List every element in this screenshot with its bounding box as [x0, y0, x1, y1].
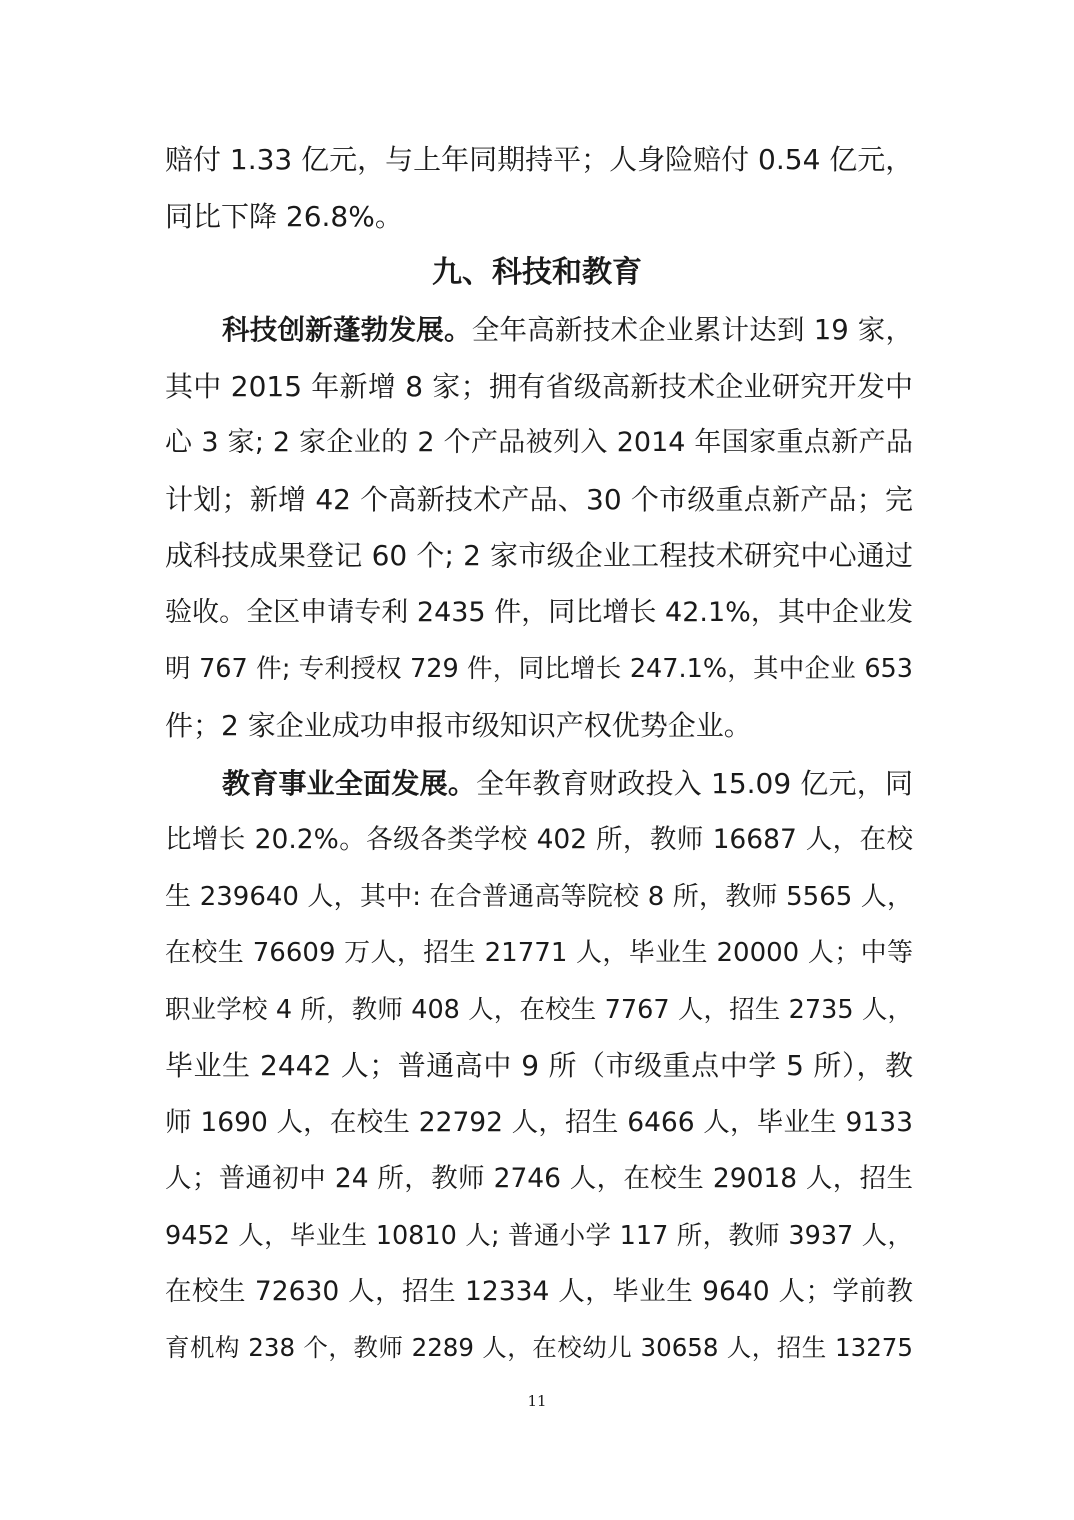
paragraph-line: 明 767 件; 专利授权 729 件，同比增长 247.1%，其中企业 653	[165, 654, 913, 684]
paragraph-line: 验收。全区申请专利 2435 件，同比增长 42.1%，其中企业发	[165, 597, 913, 628]
paragraph-line: 生 239640 人，其中: 在合普通高等院校 8 所，教师 5565 人，	[165, 882, 913, 912]
paragraph-line: 赔付 1.33 亿元，与上年同期持平；人身险赔付 0.54 亿元，	[165, 143, 914, 176]
paragraph-line: 在校生 72630 人，招生 12334 人，毕业生 9640 人；学前教	[165, 1276, 913, 1307]
paragraph-line: 人；普通初中 24 所，教师 2746 人，在校生 29018 人，招生	[165, 1163, 913, 1194]
paragraph-line: 在校生 76609 万人，招生 21771 人，毕业生 20000 人；中等	[165, 938, 913, 968]
paragraph-line: 件；2 家企业成功申报市级知识产权优势企业。	[165, 709, 752, 742]
paragraph-line: 其中 2015 年新增 8 家；拥有省级高新技术企业研究开发中	[165, 370, 913, 403]
paragraph-line: 心 3 家; 2 家企业的 2 个产品被列入 2014 年国家重点新产品	[165, 427, 913, 458]
paragraph-line: 比增长 20.2%。各级各类学校 402 所，教师 16687 人，在校	[165, 824, 913, 855]
paragraph-line: 同比下降 26.8%。	[165, 200, 403, 233]
paragraph-line: 成科技成果登记 60 个; 2 家市级企业工程技术研究中心通过	[165, 539, 913, 572]
paragraph-line: 职业学校 4 所，教师 408 人，在校生 7767 人，招生 2735 人，	[165, 995, 913, 1025]
paragraph-first-line	[222, 313, 913, 347]
paragraph-line: 9452 人，毕业生 10810 人; 普通小学 117 所，教师 3937 人，	[165, 1221, 913, 1251]
paragraph-line: 计划；新增 42 个高新技术产品、30 个市级重点新产品；完	[165, 483, 913, 516]
paragraph-line: 毕业生 2442 人；普通高中 9 所（市级重点中学 5 所），教	[165, 1049, 913, 1082]
paragraph-title: 科技创新蓬勃发展。	[222, 314, 472, 346]
paragraph-text: 全年教育财政投入 15.09 亿元，同	[476, 767, 913, 800]
paragraph-first-line	[222, 767, 913, 801]
paragraph-line: 育机构 238 个，教师 2289 人，在校幼儿 30658 人，招生 13275	[165, 1333, 913, 1362]
paragraph-text: 全年高新技术企业累计达到 19 家，	[471, 314, 913, 346]
paragraph-line: 师 1690 人，在校生 22792 人，招生 6466 人，毕业生 9133	[165, 1107, 913, 1138]
paragraph-title: 教育事业全面发展。	[222, 767, 477, 800]
section-heading: 九、科技和教育	[432, 255, 642, 290]
page-number: 11	[527, 1392, 547, 1410]
